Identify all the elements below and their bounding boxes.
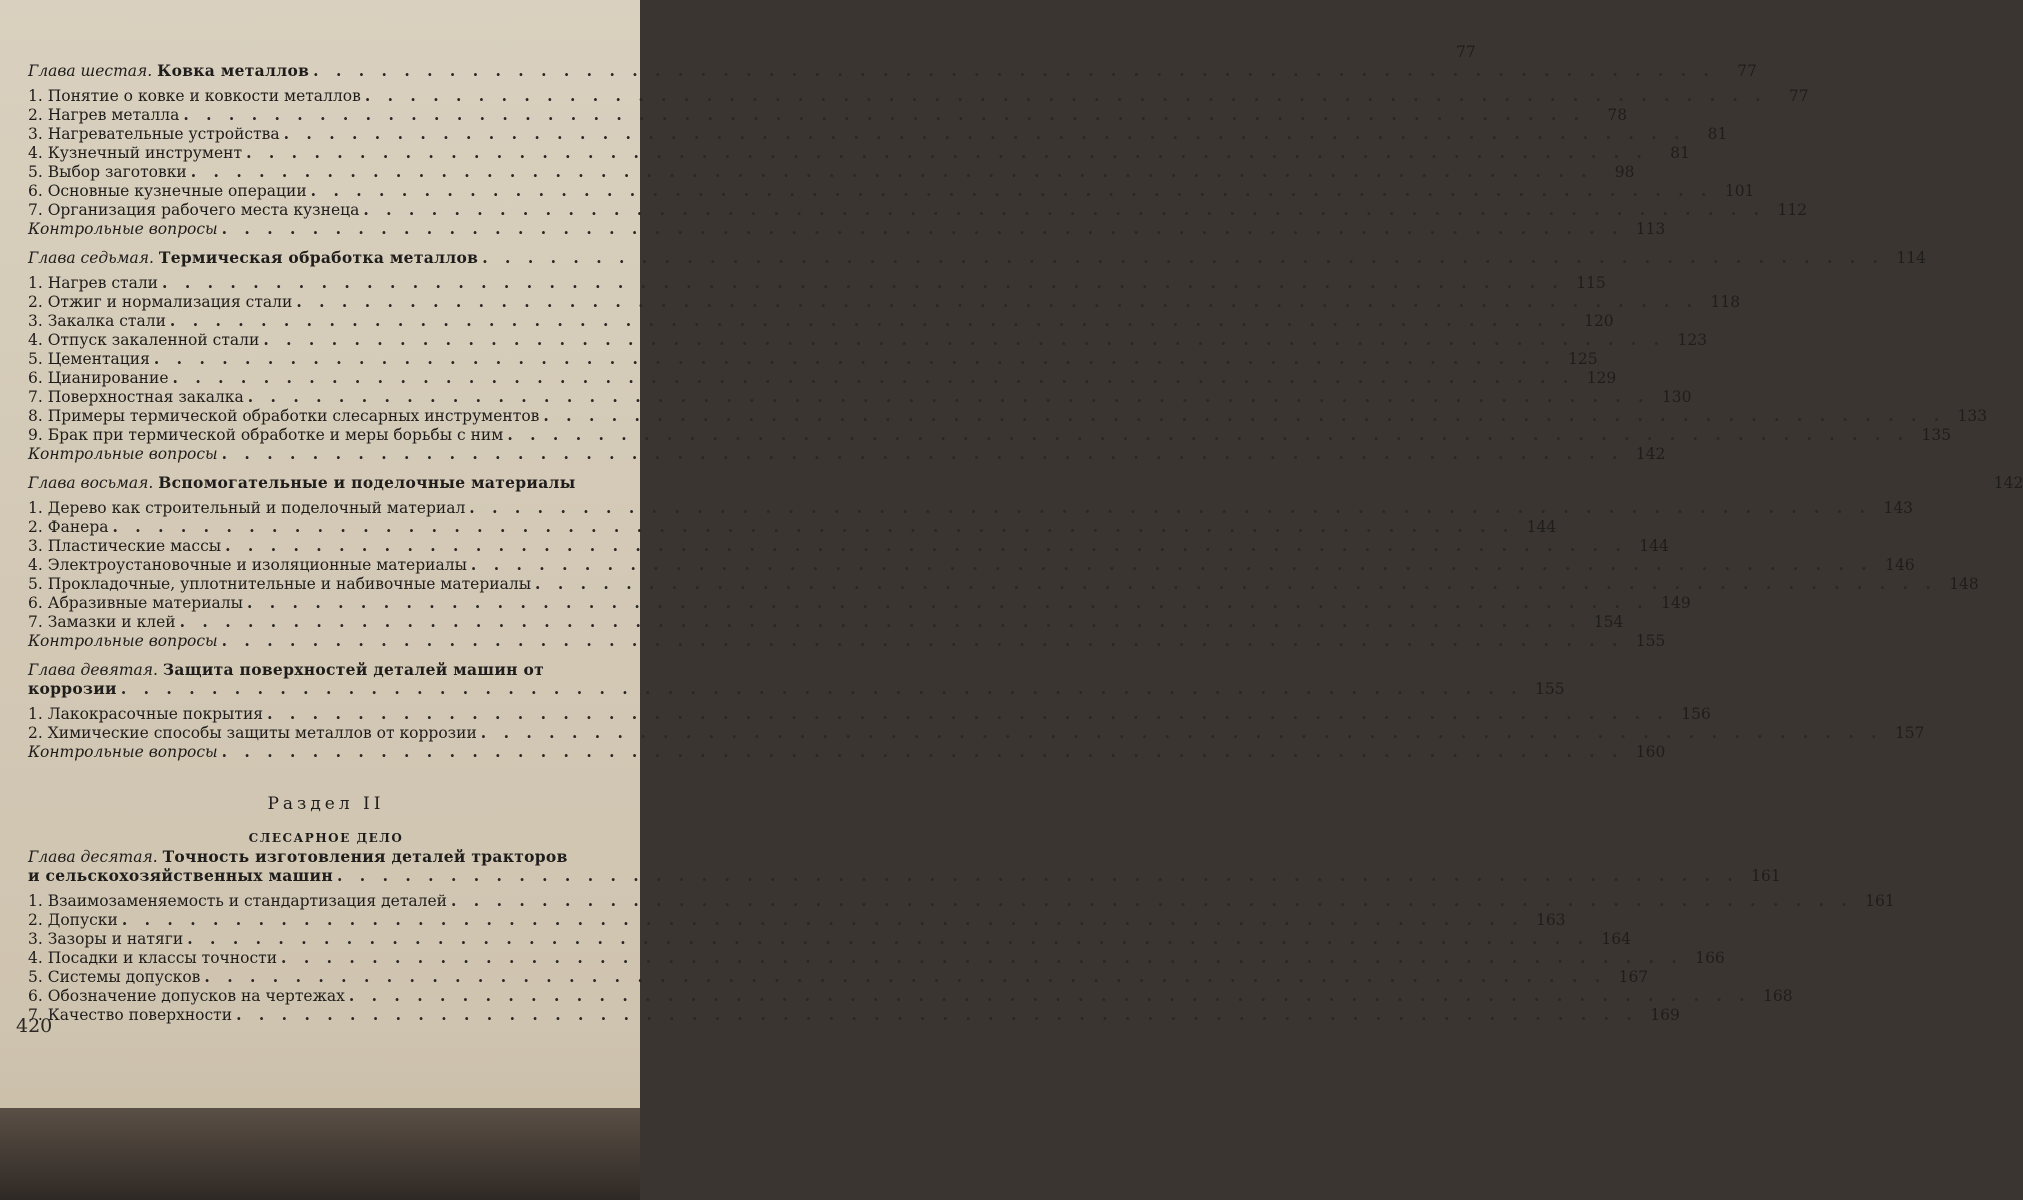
page-number: 115 xyxy=(1576,274,1606,292)
toc-entry xyxy=(28,555,1915,574)
toc-questions xyxy=(28,444,1666,463)
entry-title: 4. Кузнечный инструмент xyxy=(28,144,243,162)
page-number: 129 xyxy=(1586,369,1617,387)
section-title: Раздел II xyxy=(267,794,385,814)
page-number: 156 xyxy=(1681,705,1711,723)
page-number: 81 xyxy=(1670,144,1690,162)
toc-entry xyxy=(28,986,1793,1005)
entry-title: 5. Прокладочные, уплотнительные и набивочные материалы xyxy=(28,575,532,593)
entry-title: 3. Нагревательные устройства xyxy=(28,125,280,143)
page-number: 143 xyxy=(1883,499,1914,517)
toc-entry xyxy=(28,387,1692,406)
section-subtitle: СЛЕСАРНОЕ ДЕЛО xyxy=(248,831,404,845)
entry-title: 3. Пластические массы xyxy=(28,537,222,555)
entry-title: 5. Системы допусков xyxy=(28,968,201,986)
toc-entry xyxy=(28,723,1925,742)
entry-title: 6. Абразивные материалы xyxy=(28,594,243,612)
toc-entry xyxy=(28,406,1988,425)
page-number: 169 xyxy=(1650,1006,1680,1024)
entry-title: 7. Организация рабочего места кузнеца xyxy=(28,201,360,219)
toc-entry xyxy=(28,967,1649,986)
page-number: 142 xyxy=(1635,445,1666,463)
chapter-lead: Глава девятая. xyxy=(28,661,158,679)
page-number: 168 xyxy=(1762,987,1793,1005)
page-number: 148 xyxy=(1949,575,1979,593)
chapter-heading-9 xyxy=(28,660,624,679)
entry-title: 2. Допуски xyxy=(28,911,118,929)
page-number: 112 xyxy=(1777,201,1808,219)
toc-entry xyxy=(28,124,1728,143)
chapter-name: Точность изготовления деталей тракторов xyxy=(162,847,568,866)
toc-carryover-page xyxy=(28,42,1476,61)
toc-entry xyxy=(28,929,1631,948)
chapter-name: Вспомогательные и поделочные материалы xyxy=(158,473,576,492)
toc-entry xyxy=(28,162,1635,181)
page-number: 133 xyxy=(1957,407,1988,425)
toc-entry xyxy=(28,349,1598,368)
toc-entry xyxy=(28,948,1725,967)
page-number: 167 xyxy=(1618,968,1649,986)
entry-title: 4. Посадки и классы точности xyxy=(28,949,278,967)
page-number: 149 xyxy=(1661,594,1691,612)
page-number: 135 xyxy=(1921,426,1952,444)
chapter-name: Термическая обработка металлов xyxy=(158,248,479,267)
entry-title: 7. Замазки и клей xyxy=(28,613,176,631)
page-number: 166 xyxy=(1695,949,1725,967)
entry-title: 1. Взаимозаменяемость и стандартизация деталей xyxy=(28,892,448,910)
toc-entry xyxy=(28,498,1914,517)
page-number: 120 xyxy=(1584,312,1614,330)
toc-questions xyxy=(28,742,1666,761)
chapter-lead: Глава десятая. xyxy=(28,848,158,866)
entry-title: Контрольные вопросы xyxy=(28,220,218,238)
entry-title: 4. Электроустановочные и изоляционные материалы xyxy=(28,556,467,574)
entry-title: 6. Цианирование xyxy=(28,369,169,387)
entry-title: 8. Примеры термической обработки слесарных инструментов xyxy=(28,407,540,425)
entry-title: 7. Поверхностная закалка xyxy=(28,388,244,406)
page-number: 130 xyxy=(1661,388,1692,406)
page-number: 77 xyxy=(1456,43,1476,61)
entry-title: 3. Закалка стали xyxy=(28,312,166,330)
toc-entry xyxy=(28,86,1809,105)
page-number: 81 xyxy=(1707,125,1728,143)
page-number: 161 xyxy=(1865,892,1895,910)
entry-title: 2. Химические способы защиты металлов от коррозии xyxy=(28,724,477,742)
toc-questions xyxy=(28,219,1666,238)
entry-title: 5. Цементация xyxy=(28,350,150,368)
entry-title: Контрольные вопросы xyxy=(28,632,218,650)
toc-entry xyxy=(28,425,1952,444)
page-number: 154 xyxy=(1593,613,1624,631)
entry-title: Контрольные вопросы xyxy=(28,743,218,761)
toc-entry xyxy=(28,273,1606,292)
toc-entry xyxy=(28,891,1895,910)
page-number: 98 xyxy=(1614,163,1635,181)
page-number: 78 xyxy=(1607,106,1628,124)
chapter-heading-9-cont xyxy=(28,679,1565,698)
page-number: 118 xyxy=(1710,293,1741,311)
toc-entry xyxy=(28,910,1566,929)
page-number: 142 xyxy=(1993,474,2023,492)
chapter-lead: Глава шестая. xyxy=(28,62,153,80)
toc-entry xyxy=(28,612,1624,631)
entry-title: 9. Брак при термической обработке и меры борьбы с ним xyxy=(28,426,504,444)
entry-title: 1. Понятие о ковке и ковкости металлов xyxy=(28,87,361,105)
entry-title: 1. Нагрев стали xyxy=(28,274,159,292)
chapter-heading-7 xyxy=(28,248,1926,267)
page-number: 155 xyxy=(1635,632,1666,650)
toc-entry xyxy=(28,143,1690,162)
page-number: 114 xyxy=(1896,249,1926,267)
chapter-heading-6 xyxy=(28,61,1757,80)
page-number: 157 xyxy=(1894,724,1925,742)
toc-entry xyxy=(28,593,1691,612)
chapter-heading-10-cont xyxy=(28,866,1781,885)
toc-entry xyxy=(28,536,1669,555)
chapter-heading-8 xyxy=(28,473,2023,492)
toc-entry xyxy=(28,574,1979,593)
entry-title: 7. Качество поверхности xyxy=(28,1006,233,1024)
page-number: 146 xyxy=(1885,556,1915,574)
toc-entry xyxy=(28,292,1741,311)
toc-entry xyxy=(28,517,1557,536)
entry-title: 6. Обозначение допусков на чертежах xyxy=(28,987,345,1005)
entry-title: 2. Нагрев металла xyxy=(28,106,180,124)
toc-entry xyxy=(28,1005,1680,1024)
page-number: 160 xyxy=(1635,743,1666,761)
page-number: 77 xyxy=(1788,87,1809,105)
chapter-name: Ковка металлов xyxy=(157,61,310,80)
entry-title: 2. Фанера xyxy=(28,518,109,536)
page-number: 155 xyxy=(1535,680,1565,698)
table-of-contents xyxy=(28,42,2023,1024)
entry-title: 3. Зазоры и натяги xyxy=(28,930,184,948)
toc-entry xyxy=(28,200,1808,219)
toc-entry xyxy=(28,181,1755,200)
chapter-name: Защита поверхностей деталей машин от xyxy=(162,660,544,679)
page-number: 77 xyxy=(1737,62,1757,80)
entry-title: 4. Отпуск закаленной стали xyxy=(28,331,260,349)
chapter-lead: Глава седьмая. xyxy=(28,249,154,267)
toc-entry xyxy=(28,311,1614,330)
page-number: 113 xyxy=(1635,220,1666,238)
page-number: 144 xyxy=(1526,518,1557,536)
entry-title: 2. Отжиг и нормализация стали xyxy=(28,293,293,311)
page-number: 125 xyxy=(1568,350,1598,368)
page-number: 101 xyxy=(1724,182,1755,200)
toc-entry xyxy=(28,330,1708,349)
page-number: 163 xyxy=(1535,911,1566,929)
page-number: 161 xyxy=(1751,867,1781,885)
entry-title: 5. Выбор заготовки xyxy=(28,163,187,181)
toc-entry xyxy=(28,368,1617,387)
page-number: 144 xyxy=(1639,537,1669,555)
chapter-name-cont: и сельскохозяйственных машин xyxy=(28,866,333,885)
page-number: 123 xyxy=(1677,331,1708,349)
entry-title: 1. Лакокрасочные покрытия xyxy=(28,705,264,723)
chapter-lead: Глава восьмая. xyxy=(28,474,154,492)
entry-title: 6. Основные кузнечные операции xyxy=(28,182,307,200)
chapter-heading-10 xyxy=(28,847,624,866)
entry-title: Контрольные вопросы xyxy=(28,445,218,463)
chapter-name-cont: коррозии xyxy=(28,679,117,698)
page-number: 164 xyxy=(1601,930,1631,948)
page-folio-number: 420 xyxy=(16,1015,53,1037)
background-surface xyxy=(0,1108,640,1200)
entry-title: 1. Дерево как строительный и поделочный материал xyxy=(28,499,466,517)
toc-entry xyxy=(28,105,1628,124)
toc-questions xyxy=(28,631,1666,650)
toc-entry xyxy=(28,704,1711,723)
